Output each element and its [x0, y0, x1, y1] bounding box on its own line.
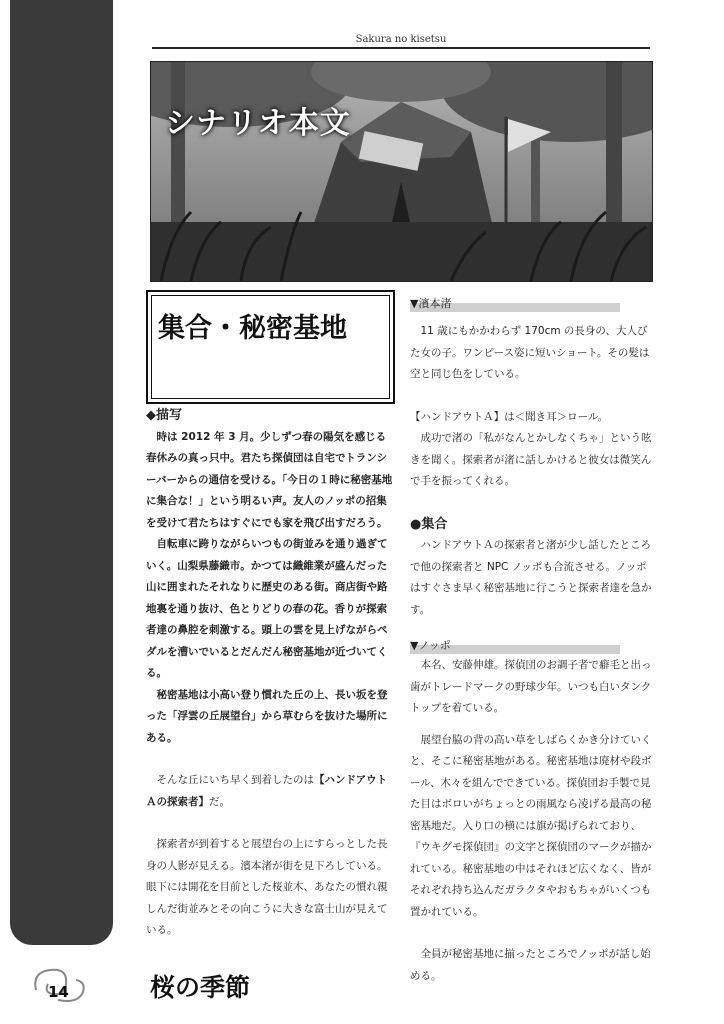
arrival-suffix: だ。	[209, 795, 230, 808]
npc-heading-noppo	[410, 635, 655, 655]
running-header: Sakura no kisetsu	[355, 34, 447, 45]
description-heading: ◆描写	[146, 408, 182, 423]
base-description: 展望台脇の背の高い草をしばらくかき分けていくと、そこに秘密基地がある。秘密基地は廃材や段ボール、木々を組んでできている。探偵団お手製で見た目はボロいがちょっとの雨風なら凌げる最高の秘密基地だ。入り口の横には旗が掲げられており、『ウキグモ探偵団』の文字と探偵団のマークが描かれている。秘密基地の中はそれほど広くなく、皆がそれぞれ持ち込んだガラクタやおもちゃがいくつも置かれている。	[410, 733, 652, 918]
arrival-text: そんな丘にいち早く到着したのは	[156, 774, 314, 786]
paragraph: 秘密基地は小高い登り慣れた丘の上、長い坂を登った「浮雲の丘展望台」から草むらを抜けた場所にある。	[146, 688, 388, 744]
section-banner-title: シナリオ本文	[165, 106, 351, 141]
closing-text: 全員が秘密基地に揃ったところでノッポが話し始める。	[410, 948, 651, 982]
npc-description: 11 歳にもかかわらず 170cm の長身の、大人びた女の子。ワンピース姿に短いショート。その髪は空と同じ色をしている。	[410, 325, 650, 380]
handout-result: 成功で渚の「私がなんとかしなくちゃ」という呟きを聞く。探索者が渚に話しかけると彼女は微笑んで手を振ってくれる。	[410, 432, 652, 487]
npc-description: 本名、安藤伸雄。探偵団のお調子者で癖毛と出っ歯がトレードマークの野球少年。いつも白いタンクトップを着ている。	[410, 659, 652, 714]
hideout-illustration	[151, 62, 652, 281]
gather-heading: ●集合	[410, 516, 448, 532]
book-title: 桜の季節	[150, 973, 251, 1002]
npc-name: ▼濱本渚	[410, 297, 452, 310]
scene-title-box	[146, 290, 395, 404]
paragraph: 探索者が到着すると展望台の上にすらっとした長身の人影が見える。濱本渚が街を見下ろしている。眼下には開花を目前とした桜並木、あなたの慣れ親しんだ街並みとその向こうに大きな富士山が見えている。	[146, 838, 388, 936]
page-number: 14	[48, 983, 69, 1001]
side-tab	[10, 0, 113, 945]
left-column	[146, 405, 394, 942]
right-column	[410, 293, 655, 987]
handout-roll: 【ハンドアウトＡ】は＜聞き耳＞ロール。	[410, 410, 609, 423]
gather-text: ハンドアウトＡの探索者と渚が少し話したところで他の探索者と NPC ノッポも合流させる。ノッポはすぐさま早く秘密基地に行こうと探索者達を急かす。	[410, 539, 652, 616]
hero-illustration	[150, 61, 653, 282]
paragraph-arrival	[146, 770, 394, 813]
paragraph: 自転車に跨りながらいつもの街並みを通り過ぎていく。山梨県藤織市。かつては織維業が盛んだった山に囲まれたそれなりに歴史のある街。商店街や路地裏を通り抜け、色とりどりの春の花。香りが探索者達の鼻腔を刺激する。頭上の雲を見上げながらペダルを漕いでいるとだんだん秘密基地が近づいてくる。	[146, 538, 388, 679]
npc-heading-nagisa	[410, 293, 655, 313]
scene-title: 集合・秘密基地	[158, 313, 347, 344]
header-rule	[152, 47, 650, 49]
paragraph: 時は 2012 年 3 月。少しずつ春の陽気を感じる春休みの真っ只中。君たち探偵団は自宅でトランシーバーからの通信を受ける。「今日の１時に秘密基地に集合な！」という明るい声。友人のノッポの招集を受けて君たちはすぐにでも家を飛び出すだろう。	[146, 430, 393, 529]
handout-a-reference: 【ハンドアウトＡの探索者】	[146, 774, 388, 808]
npc-name: ▼ノッポ	[410, 639, 451, 652]
